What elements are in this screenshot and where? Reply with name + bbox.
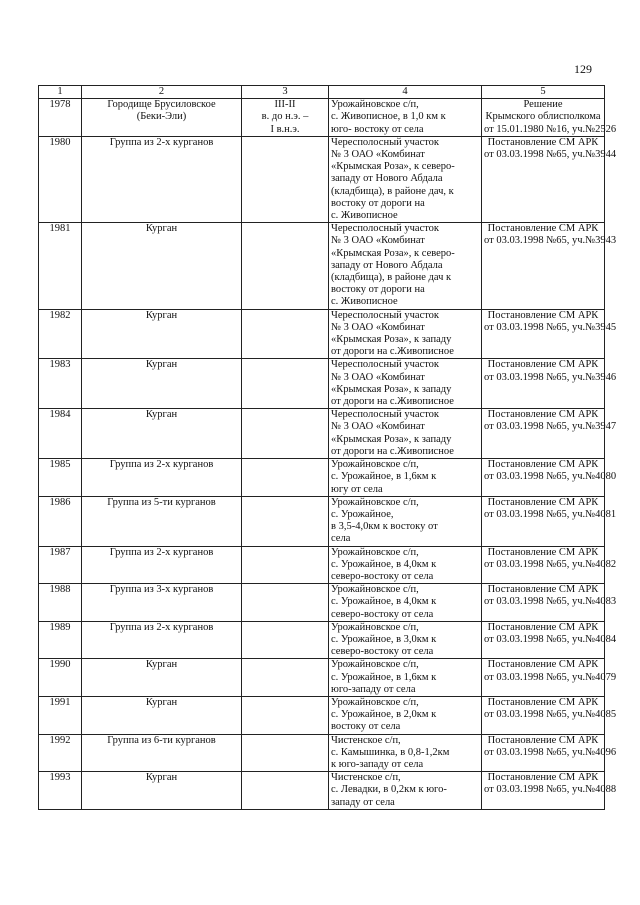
cell-number: 1981 <box>39 223 82 309</box>
cell-protection-document <box>482 223 617 309</box>
cell-protection-document <box>482 696 617 734</box>
cell-line: Постановление СМ АРК <box>487 409 599 421</box>
cell-line: III-II <box>274 99 296 111</box>
table-row <box>39 459 605 497</box>
cell-number: 1991 <box>39 696 82 734</box>
cell-line: Группа из 2-х курганов <box>109 621 214 633</box>
cell-dating <box>242 309 329 359</box>
table-row <box>39 223 605 309</box>
cell-line: от дороги на с.Живописное <box>331 396 454 408</box>
cell-number: 1992 <box>39 734 82 772</box>
cell-line: от 03.03.1998 №65, уч.№4081 <box>484 508 617 520</box>
cell-protection-document <box>482 734 617 772</box>
cell-protection-document <box>482 496 617 546</box>
cell-line: (кладбища), в районе дач к <box>331 272 452 284</box>
cell-line: Постановление СМ АРК <box>487 734 599 746</box>
cell-location <box>329 309 482 359</box>
cell-line: села <box>331 533 351 545</box>
cell-line: от 03.03.1998 №65, уч.№3945 <box>484 321 617 333</box>
cell-line: югу от села <box>331 483 383 495</box>
table-row <box>39 309 605 359</box>
cell-number: 1990 <box>39 659 82 697</box>
cell-line: Группа из 6-ти курганов <box>107 734 216 746</box>
cell-monument-name <box>82 696 242 734</box>
cell-line: с. Урожайное, в 4,0км к <box>331 596 437 608</box>
column-header: 5 <box>482 86 605 99</box>
cell-line: № 3 ОАО «Комбинат <box>331 235 425 247</box>
cell-line: от 03.03.1998 №65, уч.№4082 <box>484 558 617 570</box>
cell-line: № 3 ОАО «Комбинат <box>331 321 425 333</box>
cell-monument-name <box>82 772 242 810</box>
cell-line: с. Камышинка, в 0,8-1,2км <box>331 746 450 758</box>
cell-line: от дороги на с.Живописное <box>331 346 454 358</box>
cell-line: I в.н.э. <box>270 123 300 135</box>
cell-line: Постановление СМ АРК <box>487 459 599 471</box>
cell-number: 1984 <box>39 409 82 459</box>
table-row <box>39 772 605 810</box>
cell-monument-name <box>82 359 242 409</box>
cell-number: 1980 <box>39 136 82 222</box>
cell-line: Урожайновское с/п, <box>331 459 419 471</box>
cell-line: Крымского облисполкома <box>485 111 601 123</box>
cell-line: «Крымская Роза», к западу <box>331 433 452 445</box>
cell-line: Постановление СМ АРК <box>487 496 599 508</box>
cell-number: 1985 <box>39 459 82 497</box>
cell-line: Группа из 2-х курганов <box>109 546 214 558</box>
cell-number: 1993 <box>39 772 82 810</box>
cell-line: № 3 ОАО «Комбинат <box>331 421 425 433</box>
cell-location <box>329 584 482 622</box>
cell-location <box>329 459 482 497</box>
cell-line: Урожайновское с/п, <box>331 99 419 111</box>
cell-protection-document <box>482 659 617 697</box>
cell-line: востоку от дороги на <box>331 284 425 296</box>
cell-monument-name <box>82 734 242 772</box>
cell-line: с. Урожайное, в 1,6км к <box>331 671 437 683</box>
cell-line: «Крымская Роза», к северо- <box>331 247 455 259</box>
cell-line: Группа из 2-х курганов <box>109 136 214 148</box>
cell-line: от 03.03.1998 №65, уч.№4088 <box>484 784 617 796</box>
column-header: 4 <box>329 86 482 99</box>
cell-line: Чересполосный участок <box>331 136 440 148</box>
table-row <box>39 696 605 734</box>
cell-location <box>329 409 482 459</box>
cell-location <box>329 696 482 734</box>
cell-line: от 03.03.1998 №65, уч.№4085 <box>484 709 617 721</box>
cell-number: 1987 <box>39 546 82 584</box>
cell-dating <box>242 99 329 137</box>
table-row <box>39 409 605 459</box>
cell-line: Чересполосный участок <box>331 309 440 321</box>
cell-protection-document <box>482 309 617 359</box>
cell-monument-name <box>82 223 242 309</box>
cell-line: Группа из 5-ти курганов <box>107 496 216 508</box>
cell-dating <box>242 621 329 659</box>
cell-line: Постановление СМ АРК <box>487 223 599 235</box>
cell-line: Постановление СМ АРК <box>487 772 599 784</box>
cell-line: Урожайновское с/п, <box>331 621 419 633</box>
table-row <box>39 496 605 546</box>
cell-protection-document <box>482 459 617 497</box>
cell-line: Урожайновское с/п, <box>331 659 419 671</box>
cell-line: от 03.03.1998 №65, уч.№4084 <box>484 633 617 645</box>
cell-location <box>329 359 482 409</box>
table-row <box>39 136 605 222</box>
cell-number: 1986 <box>39 496 82 546</box>
table-row <box>39 99 605 137</box>
cell-line: Постановление СМ АРК <box>487 546 599 558</box>
cell-line: Урожайновское с/п, <box>331 584 419 596</box>
cell-dating <box>242 696 329 734</box>
cell-number: 1983 <box>39 359 82 409</box>
table-row <box>39 621 605 659</box>
cell-line: № 3 ОАО «Комбинат <box>331 371 425 383</box>
cell-location <box>329 734 482 772</box>
cell-protection-document <box>482 99 617 137</box>
cell-line: от 03.03.1998 №65, уч.№3944 <box>484 149 617 161</box>
cell-protection-document <box>482 584 617 622</box>
cell-line: Чересполосный участок <box>331 409 440 421</box>
page-number: 129 <box>574 62 592 76</box>
cell-dating <box>242 546 329 584</box>
cell-line: востоку от села <box>331 721 401 733</box>
cell-line: Курган <box>145 409 178 421</box>
cell-line: с. Урожайное, в 2,0км к <box>331 709 437 721</box>
cell-line: юго- востоку от села <box>331 123 424 135</box>
cell-protection-document <box>482 409 617 459</box>
cell-line: к юго-западу от села <box>331 758 424 770</box>
cell-line: Постановление СМ АРК <box>487 696 599 708</box>
table-row <box>39 359 605 409</box>
cell-line: Урожайновское с/п, <box>331 496 419 508</box>
cell-line: от 03.03.1998 №65, уч.№3943 <box>484 235 617 247</box>
cell-line: Урожайновское с/п, <box>331 696 419 708</box>
cell-line: северо-востоку от села <box>331 570 434 582</box>
table-row <box>39 546 605 584</box>
cell-protection-document <box>482 772 617 810</box>
cell-line: Группа из 3-х курганов <box>109 584 214 596</box>
cell-line: Постановление СМ АРК <box>487 621 599 633</box>
cell-dating <box>242 136 329 222</box>
cell-number: 1978 <box>39 99 82 137</box>
cell-line: юго-западу от села <box>331 683 416 695</box>
cell-line: Чистенское с/п, <box>331 772 401 784</box>
cell-protection-document <box>482 359 617 409</box>
cell-location <box>329 772 482 810</box>
cell-line: от дороги на с.Живописное <box>331 445 454 457</box>
cell-line: Городище Брусиловское <box>107 99 216 111</box>
cell-line: Курган <box>145 223 178 235</box>
cell-monument-name <box>82 136 242 222</box>
cell-location <box>329 223 482 309</box>
cell-number: 1989 <box>39 621 82 659</box>
cell-line: Урожайновское с/п, <box>331 546 419 558</box>
cell-line: с. Левадки, в 0,2км к юго- <box>331 784 447 796</box>
column-header: 3 <box>242 86 329 99</box>
cell-line: западу от села <box>331 796 395 808</box>
cell-monument-name <box>82 496 242 546</box>
cell-line: от 03.03.1998 №65, уч.№3947 <box>484 421 617 433</box>
cell-monument-name <box>82 659 242 697</box>
cell-line: в. до н.э. – <box>261 111 309 123</box>
cell-dating <box>242 459 329 497</box>
cell-line: «Крымская Роза», к западу <box>331 334 452 346</box>
cell-line: Курган <box>145 772 178 784</box>
cell-monument-name <box>82 99 242 137</box>
cell-number: 1988 <box>39 584 82 622</box>
cell-line: от 03.03.1998 №65, уч.№4080 <box>484 471 617 483</box>
cell-dating <box>242 223 329 309</box>
cell-line: Постановление СМ АРК <box>487 136 599 148</box>
column-header: 1 <box>39 86 82 99</box>
cell-location <box>329 659 482 697</box>
cell-line: западу от Нового Абдала <box>331 173 443 185</box>
cell-line: с. Урожайное, в 3,0км к <box>331 633 437 645</box>
cell-line: от 15.01.1980 №16, уч.№2526 <box>484 123 617 135</box>
cell-line: Постановление СМ АРК <box>487 359 599 371</box>
cell-line: с. Урожайное, <box>331 508 394 520</box>
cell-protection-document <box>482 546 617 584</box>
cell-line: с. Живописное, в 1,0 км к <box>331 111 446 123</box>
cell-line: Постановление СМ АРК <box>487 659 599 671</box>
column-header: 2 <box>82 86 242 99</box>
cell-dating <box>242 734 329 772</box>
cell-line: северо-востоку от села <box>331 608 434 620</box>
cell-line: с. Урожайное, в 1,6км к <box>331 471 437 483</box>
cell-dating <box>242 659 329 697</box>
cell-location <box>329 99 482 137</box>
cell-line: с. Живописное <box>331 210 398 222</box>
cell-line: западу от Нового Абдала <box>331 259 443 271</box>
cell-line: «Крымская Роза», к северо- <box>331 161 455 173</box>
cell-dating <box>242 359 329 409</box>
cell-dating <box>242 772 329 810</box>
cell-monument-name <box>82 459 242 497</box>
cell-line: (кладбища), в районе дач, к <box>331 185 454 197</box>
cell-protection-document <box>482 621 617 659</box>
cell-line: № 3 ОАО «Комбинат <box>331 149 425 161</box>
cell-line: от 03.03.1998 №65, уч.№4083 <box>484 596 617 608</box>
cell-dating <box>242 584 329 622</box>
cell-line: от 03.03.1998 №65, уч.№3946 <box>484 371 617 383</box>
table-row <box>39 584 605 622</box>
cell-location <box>329 496 482 546</box>
cell-line: (Беки-Эли) <box>136 111 187 123</box>
cell-line: северо-востоку от села <box>331 646 434 658</box>
cell-line: Курган <box>145 696 178 708</box>
cell-line: Курган <box>145 309 178 321</box>
table-row <box>39 659 605 697</box>
cell-monument-name <box>82 621 242 659</box>
cell-location <box>329 621 482 659</box>
cell-line: «Крымская Роза», к западу <box>331 383 452 395</box>
cell-line: Чистенское с/п, <box>331 734 401 746</box>
monuments-table <box>38 85 617 810</box>
cell-line: Курган <box>145 659 178 671</box>
cell-monument-name <box>82 546 242 584</box>
cell-dating <box>242 496 329 546</box>
cell-line: с. Живописное <box>331 296 398 308</box>
cell-location <box>329 136 482 222</box>
cell-line: Группа из 2-х курганов <box>109 459 214 471</box>
cell-line: в 3,5-4,0км к востоку от <box>331 521 438 533</box>
table-header-row <box>39 86 605 99</box>
cell-line: от 03.03.1998 №65, уч.№4096 <box>484 746 617 758</box>
cell-protection-document <box>482 136 617 222</box>
cell-line: Чересполосный участок <box>331 359 440 371</box>
cell-line: востоку от дороги на <box>331 197 425 209</box>
cell-line: Решение <box>523 99 563 111</box>
cell-monument-name <box>82 584 242 622</box>
cell-line: Постановление СМ АРК <box>487 309 599 321</box>
cell-line: с. Урожайное, в 4,0км к <box>331 558 437 570</box>
cell-line: Постановление СМ АРК <box>487 584 599 596</box>
cell-location <box>329 546 482 584</box>
cell-line: Чересполосный участок <box>331 223 440 235</box>
cell-line: Курган <box>145 359 178 371</box>
cell-number: 1982 <box>39 309 82 359</box>
cell-monument-name <box>82 309 242 359</box>
cell-dating <box>242 409 329 459</box>
cell-line: от 03.03.1998 №65, уч.№4079 <box>484 671 617 683</box>
table-row <box>39 734 605 772</box>
cell-monument-name <box>82 409 242 459</box>
